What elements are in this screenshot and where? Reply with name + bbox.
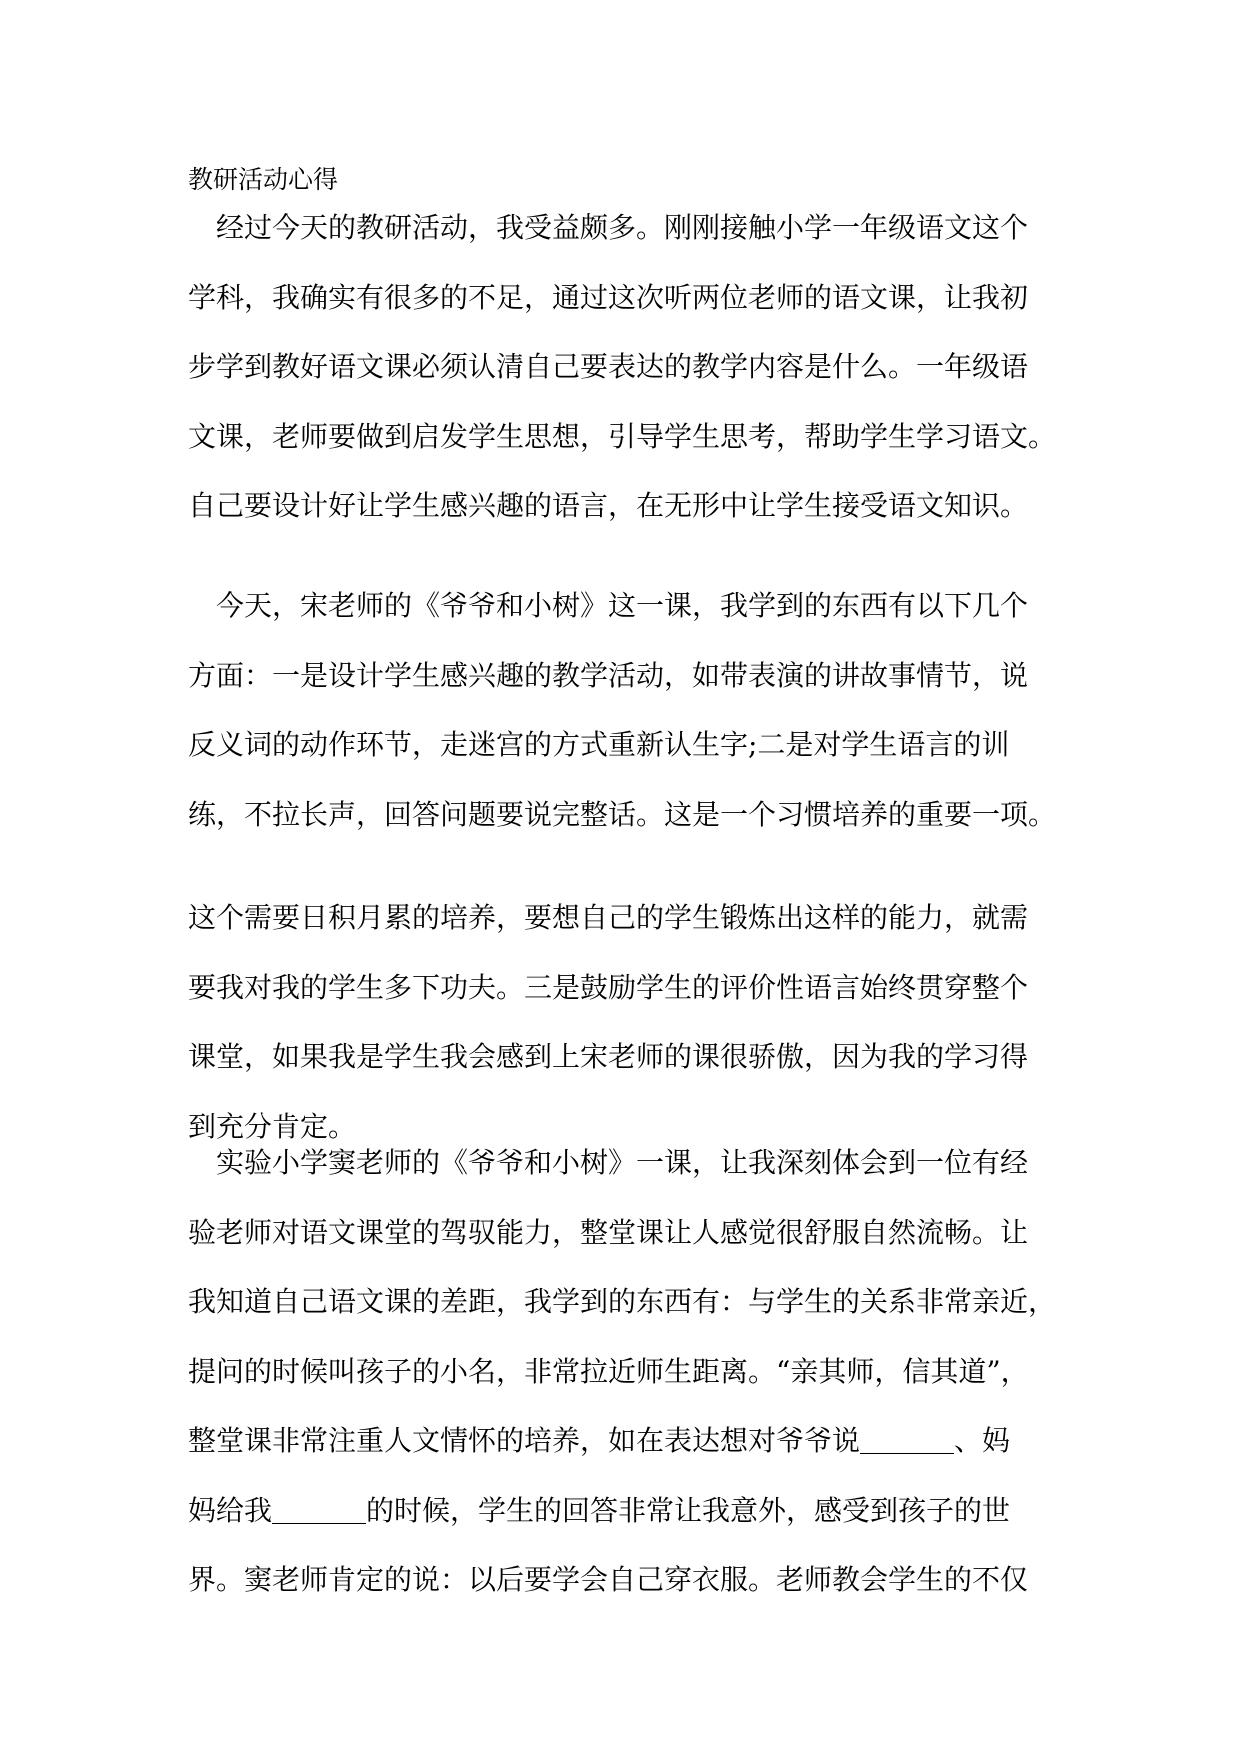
text-segment: 、妈 [954,1424,1011,1457]
paragraph-2 [188,586,1068,864]
paragraph-4 [188,1143,1068,1630]
fill-in-blank [860,1423,954,1454]
text-line: 实验小学窦老师的《爷爷和小树》一课，让我深刻体会到一位有经 [216,1146,1029,1179]
text-line: 我知道自己语文课的差距，我学到的东西有：与学生的关系非常亲近， [188,1285,1057,1318]
text-line: 提问的时候叫孩子的小名，非常拉近师生距离。“亲其师，信其道”， [188,1354,1029,1388]
text-line: 学科，我确实有很多的不足，通过这次听两位老师的语文课，让我初 [188,280,1029,314]
text-line: 练，不拉长声，回答问题要说完整话。这是一个习惯培养的重要一项。 [188,797,1057,831]
paragraph-1 [188,208,1068,556]
text-line: 经过今天的教研活动，我受益颇多。刚刚接触小学一年级语文这个 [216,211,1029,244]
text-line: 反义词的动作环节，走迷宫的方式重新认生字;二是对学生语言的训 [188,728,1010,761]
text-line: 课堂，如果我是学生我会感到上宋老师的课很骄傲，因为我的学习得 [188,1040,1029,1073]
text-line: 这个需要日积月累的培养，要想自己的学生锻炼出这样的能力，就需 [188,901,1029,934]
text-segment: 整堂课非常注重人文情怀的培养，如在表达想对爷爷说 [188,1424,861,1457]
text-line: 验老师对语文课堂的驾驭能力，整堂课让人感觉很舒服自然流畅。让 [188,1215,1029,1249]
fill-in-blank [272,1493,366,1524]
text-line [188,1491,1068,1561]
text-line: 自己要设计好让学生感兴趣的语言，在无形中让学生接受语文知识。 [188,489,1029,522]
text-segment: 妈给我 [188,1493,273,1527]
text-line: 步学到教好语文课必须认清自己要表达的教学内容是什么。一年级语 [188,350,1029,383]
text-segment: 的时候，学生的回答非常让我意外，感受到孩子的世 [366,1493,1011,1527]
text-line: 方面：一是设计学生感兴趣的教学活动，如带表演的讲故事情节，说 [188,658,1029,692]
text-line: 界。窦老师肯定的说：以后要学会自己穿衣服。老师教会学生的不仅 [188,1563,1029,1596]
text-line: 到充分肯定。 [188,1109,357,1143]
text-line: 今天，宋老师的《爷爷和小树》这一课，我学到的东西有以下几个 [216,589,1029,622]
text-line: 文课，老师要做到启发学生思想，引导学生思考，帮助学生学习语文。 [188,419,1057,453]
text-line: 要我对我的学生多下功夫。三是鼓励学生的评价性语言始终贯穿整个 [188,970,1029,1004]
document-title: 教研活动心得 [188,165,339,194]
text-line [188,1421,1068,1491]
paragraph-3 [188,898,1068,1176]
